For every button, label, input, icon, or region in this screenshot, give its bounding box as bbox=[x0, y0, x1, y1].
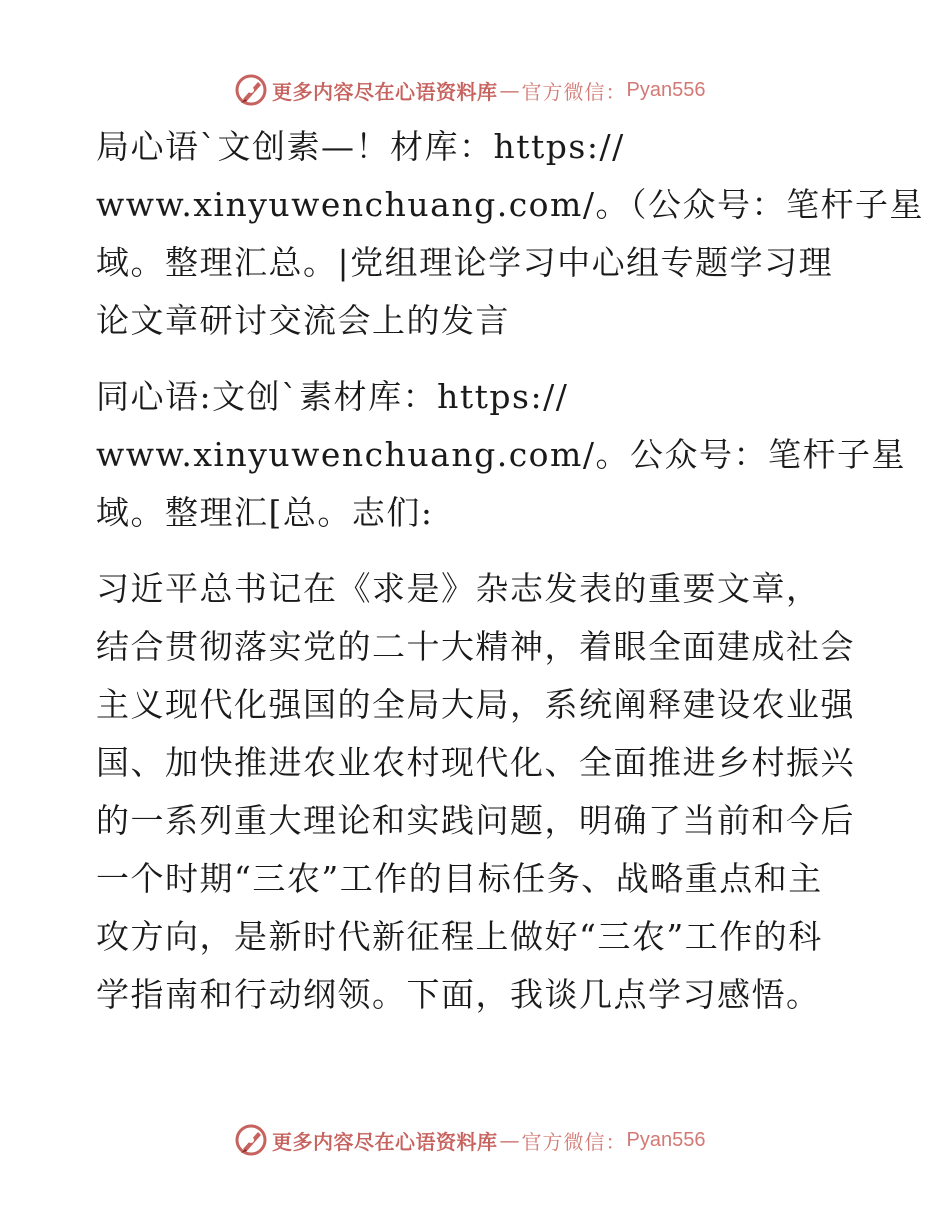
wechat-id: Pyan556 bbox=[626, 78, 706, 101]
footer-banner bbox=[234, 1122, 705, 1158]
text-line: 结合贯彻落实党的二十大精神，着眼全面建成社会 bbox=[96, 627, 855, 666]
text-line: 同心语:文创ˋ素材库：https:// bbox=[96, 377, 569, 416]
site-slogan: 更多内容尽在心语资料库 bbox=[272, 79, 498, 104]
text-line: www.xinyuwenchuang.com/。（公众号：笔杆子星 bbox=[96, 185, 924, 224]
pen-logo-icon bbox=[234, 1123, 268, 1157]
text-line: 论文章研讨交流会上的发言 bbox=[96, 301, 510, 340]
separator-dash: — bbox=[499, 78, 520, 102]
text-line: 的一系列重大理论和实践问题，明确了当前和今后 bbox=[96, 801, 855, 840]
paragraph-intro bbox=[96, 118, 924, 350]
text-line: 域。整理汇[总。志们: bbox=[96, 493, 434, 532]
text-line: 局心语ˋ文创素—！材库：https:// bbox=[96, 127, 625, 166]
header-banner bbox=[234, 72, 705, 108]
text-line: 学指南和行动纲领。下面，我谈几点学习感悟。 bbox=[96, 975, 821, 1014]
text-line: 国、加快推进农业农村现代化、全面推进乡村振兴 bbox=[96, 743, 855, 782]
text-line: 域。整理汇总。|党组理论学习中心组专题学习理 bbox=[96, 243, 834, 282]
wechat-label: 官方微信： bbox=[521, 1129, 627, 1154]
paragraph-salutation bbox=[96, 368, 906, 542]
paragraph-body bbox=[96, 560, 856, 1024]
text-line: 攻方向，是新时代新征程上做好“三农”工作的科 bbox=[96, 917, 823, 956]
separator-dash: — bbox=[499, 1128, 520, 1152]
text-line: 一个时期“三农”工作的目标任务、战略重点和主 bbox=[96, 859, 823, 898]
text-line: 主义现代化强国的全局大局，系统阐释建设农业强 bbox=[96, 685, 855, 724]
site-slogan: 更多内容尽在心语资料库 bbox=[272, 1129, 498, 1154]
text-line: 习近平总书记在《求是》杂志发表的重要文章， bbox=[96, 569, 821, 608]
text-line: www.xinyuwenchuang.com/。公众号：笔杆子星 bbox=[96, 435, 906, 474]
wechat-id: Pyan556 bbox=[626, 1128, 706, 1151]
pen-logo-icon bbox=[234, 73, 268, 107]
wechat-label: 官方微信： bbox=[521, 79, 627, 104]
